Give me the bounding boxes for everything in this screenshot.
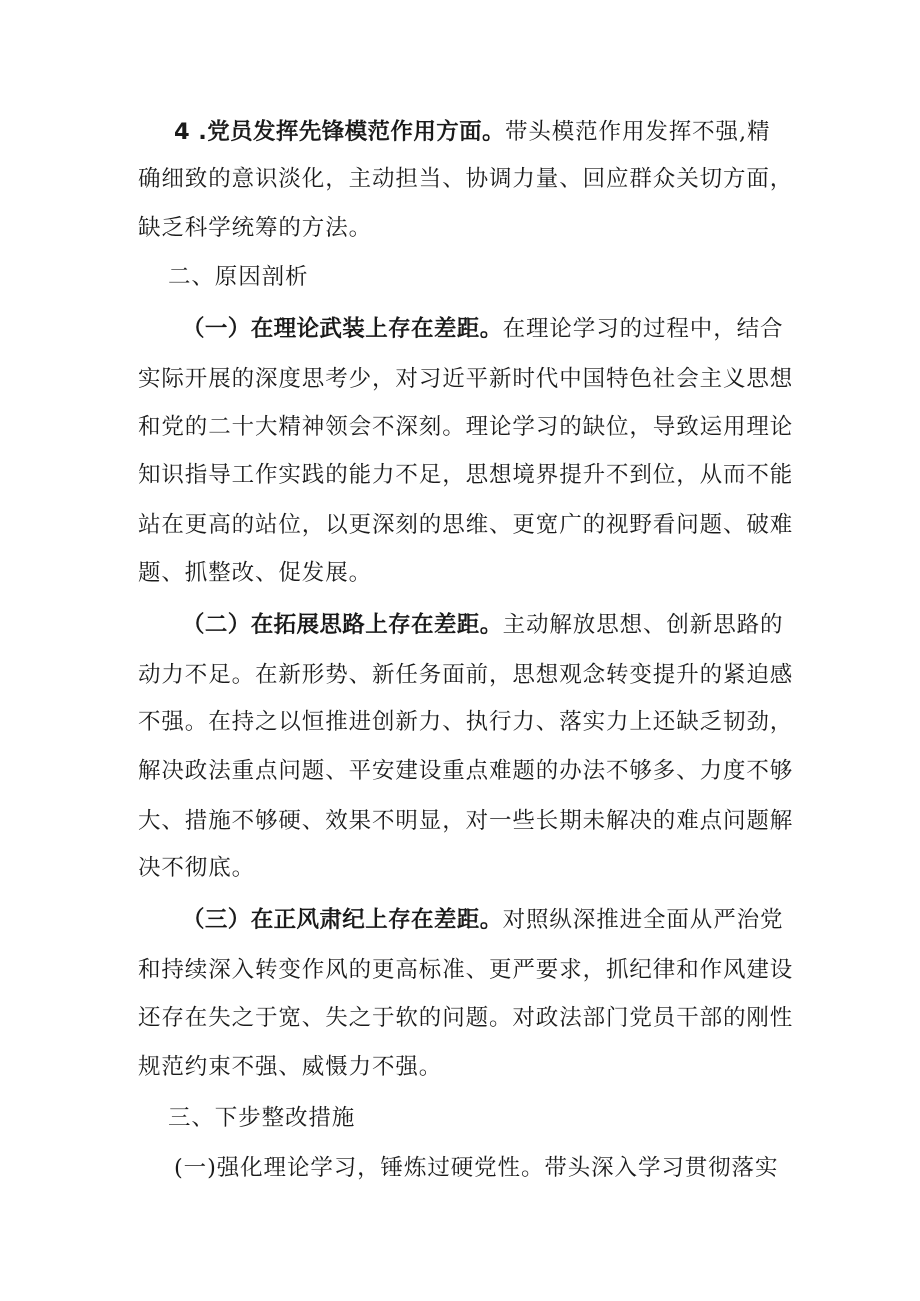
paragraph-thinking-line-1 (182, 610, 783, 640)
paragraph-discipline-line-2: 和持续深入转变作风的更高标准、更严要求，抓纪律和作风建设 (138, 957, 794, 983)
theory-lead: （一）在理论武装上存在差距。 (182, 316, 503, 342)
paragraph-thinking-line-6: 决不彻底。 (138, 855, 256, 881)
paragraph-theory-line-4: 知识指导工作实践的能力不足，思想境界提升不到位，从而不能 (138, 462, 794, 488)
section-heading-measures: 三、下步整改措施 (168, 1105, 356, 1131)
paragraph-theory-line-6: 题、抓整改、促发展。 (138, 560, 373, 586)
thinking-lead: （二）在拓展思路上存在差距。 (182, 612, 503, 638)
theory-text: 在理论学习的过程中，结合 (502, 316, 784, 342)
paragraph-theory-line-2: 实际开展的深度思考少，对习近平新时代中国特色社会主义思想 (138, 366, 794, 392)
paragraph-theory-line-5: 站在更高的站位，以更深刻的思维、更宽广的视野看问题、破难 (138, 512, 794, 538)
paragraph-thinking-line-4: 解决政法重点问题、平安建设重点难题的办法不够多、力度不够 (138, 758, 794, 784)
paragraph-measures-line-1: (一)强化理论学习，锤炼过硬党性。带头深入学习贯彻落实 (174, 1155, 779, 1181)
paragraph-thinking-line-2: 动力不足。在新形势、新任务面前，思想观念转变提升的紧迫感 (138, 662, 794, 688)
item4-text: 带头模范作用发挥不强,精 (504, 119, 771, 145)
section-heading-causes: 二、原因剖析 (168, 264, 309, 290)
paragraph-theory-line-1 (182, 314, 783, 344)
paragraph-discipline-line-4: 规范约束不强、威慑力不强。 (138, 1054, 443, 1080)
paragraph-discipline-line-3: 还存在失之于宽、失之于软的问题。对政法部门党员干部的刚性 (138, 1005, 794, 1031)
paragraph-item4-line-1 (174, 117, 770, 147)
paragraph-item4-line-3: 缺乏科学统筹的方法。 (138, 215, 373, 241)
paragraph-thinking-line-3: 不强。在持之以恒推进创新力、执行力、落实力上还缺乏韧劲， (138, 709, 794, 735)
item4-lead: 4 .党员发挥先锋模范作用方面。 (174, 119, 505, 145)
paragraph-discipline-line-1 (182, 905, 783, 935)
discipline-lead: （三）在正风肃纪上存在差距。 (182, 907, 503, 933)
paragraph-item4-line-2: 确细致的意识淡化，主动担当、协调力量、回应群众关切方面， (138, 166, 794, 192)
paragraph-thinking-line-5: 大、措施不够硬、效果不明显，对一些长期未解决的难点问题解 (138, 808, 794, 834)
discipline-text: 对照纵深推进全面从严治党 (502, 907, 784, 933)
thinking-text: 主动解放思想、创新思路的 (502, 612, 784, 638)
paragraph-theory-line-3: 和党的二十大精神领会不深刻。理论学习的缺位，导致运用理论 (138, 414, 794, 440)
